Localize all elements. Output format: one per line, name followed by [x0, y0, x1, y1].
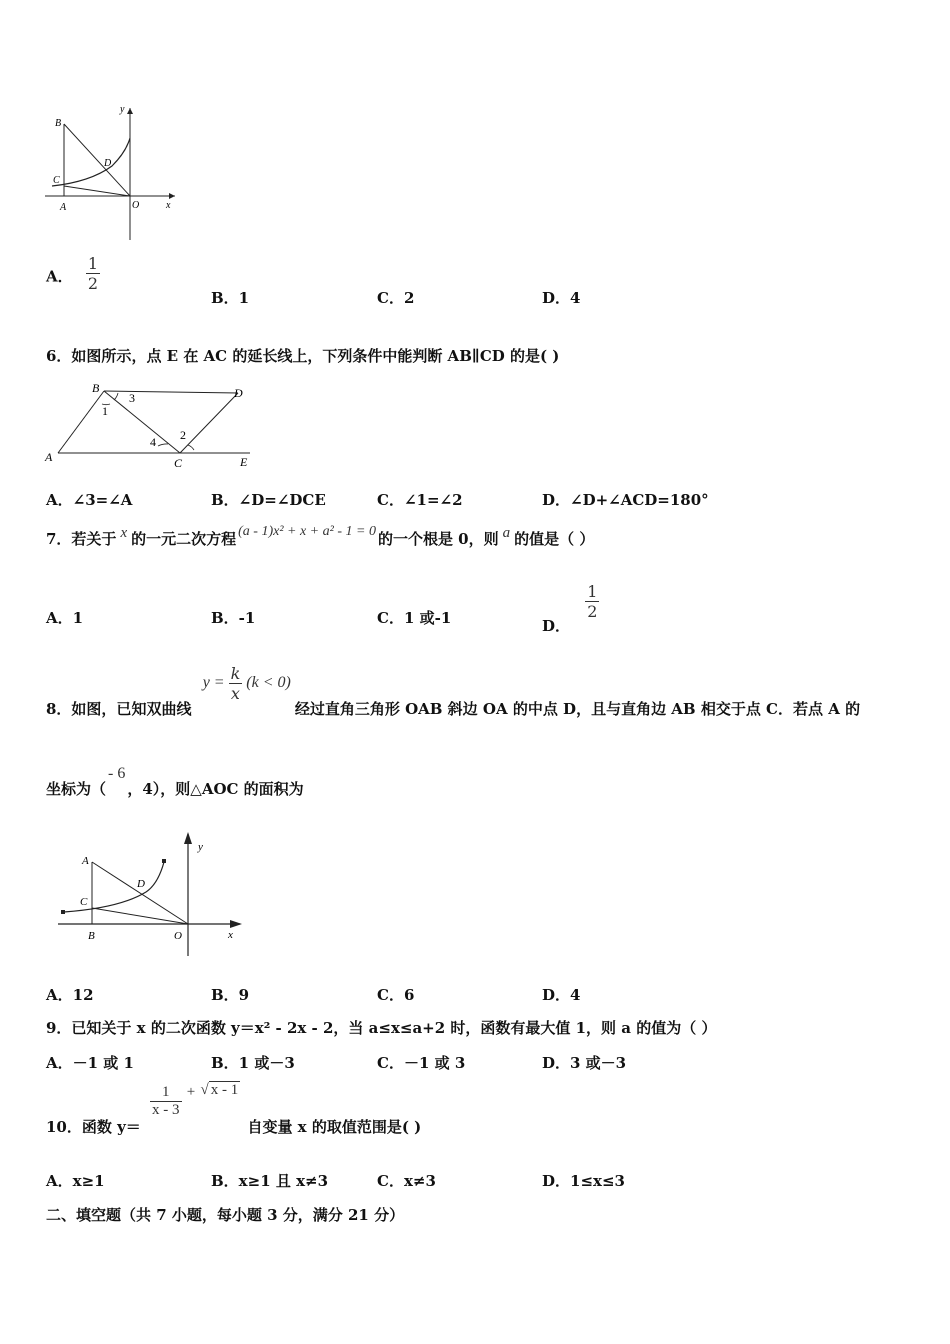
q9-option-a[interactable]: A．－1 或 1 [46, 1054, 134, 1072]
q8-option-c[interactable]: C．6 [377, 986, 415, 1004]
q6-option-a[interactable]: A．∠3=∠A [46, 491, 133, 509]
q10-option-d[interactable]: D．1≤x≤3 [542, 1172, 625, 1190]
q6-option-b[interactable]: B．∠D=∠DCE [211, 491, 326, 509]
q10-frac-numerator: 1 [162, 1084, 170, 1100]
q10-option-c[interactable]: C．x≠3 [377, 1172, 436, 1190]
q5-option-a-denominator: 2 [87, 274, 99, 293]
q5-label-o: O [132, 200, 140, 211]
q5-label-d: D [104, 158, 112, 169]
q5-option-a[interactable]: A． $\frac{1}{2}$ [46, 254, 99, 293]
q6-label-c: C [174, 456, 183, 470]
q7-var-a: a [502, 525, 511, 541]
q6-angle-3: 3 [129, 391, 135, 405]
q8-label-y: y [198, 841, 203, 853]
q5-option-b[interactable]: B．1 [211, 289, 250, 307]
q5-label-a: A [60, 202, 67, 213]
q7-option-d-denominator: 2 [587, 602, 598, 621]
q5-option-c[interactable]: C．2 [377, 289, 415, 307]
q8-label-c: C [80, 896, 88, 908]
q9-option-c[interactable]: C．－1 或 3 [377, 1054, 466, 1072]
q8-figure [50, 828, 250, 958]
q5-label-b: B [55, 118, 62, 129]
q5-option-a-numerator: 1 [87, 254, 99, 273]
q6-figure [40, 378, 265, 473]
q10-frac-denominator: x - 3 [152, 1102, 180, 1118]
q7-option-a[interactable]: A．1 [46, 609, 84, 627]
q8-equation: y = $\frac{k}{x}$ (k < 0) [202, 664, 291, 703]
q8-label-d: D [137, 878, 145, 890]
q6-angle-4: 4 [150, 435, 156, 449]
q8-label-a: A [82, 855, 89, 867]
q7-option-d-numerator: 1 [587, 582, 598, 601]
q7-stem: 7．若关于 x 的一元二次方程 (a - 1)x² + x + a² - 1 = 0 的一个根是 0，则 a 的值是（ ） [46, 524, 595, 548]
q8-option-b[interactable]: B．9 [211, 986, 250, 1004]
q8-stem-line2: 坐标为（- 6，4），则△AOC 的面积为 [46, 765, 304, 798]
q6-angle-1: 1 [102, 404, 108, 418]
q10-option-a[interactable]: A．x≥1 [46, 1172, 105, 1190]
q6-label-b: B [92, 381, 100, 395]
q10-sqrt: √ x - 1 [200, 1081, 239, 1098]
q10-option-b[interactable]: B．x≥1 且 x≠3 [211, 1172, 329, 1190]
q6-option-d[interactable]: D．∠D+∠ACD=180° [542, 491, 709, 509]
q5-label-x: x [166, 200, 171, 211]
q8-neg-six: - 6 [108, 765, 126, 782]
q7-option-b[interactable]: B．-1 [211, 609, 256, 627]
q5-label-c: C [53, 175, 60, 186]
q9-option-d[interactable]: D．3 或－3 [542, 1054, 627, 1072]
q8-label-x: x [228, 929, 233, 941]
q6-label-d: D [234, 386, 243, 400]
section-2-heading: 二、填空题（共 7 小题，每小题 3 分，满分 21 分） [46, 1206, 405, 1224]
q10-stem: 10．函数 y＝ $\frac{1}{x - 3}$ + √ x - 1 自变量 x 的取值范围是( ) [46, 1081, 422, 1136]
q8-label-o: O [174, 930, 182, 942]
q6-label-e: E [240, 455, 248, 469]
q5-figure [40, 100, 185, 245]
q5-label-y: y [120, 104, 125, 115]
q7-option-d[interactable]: D． $\frac{1}{2}$ [542, 582, 598, 635]
q7-option-c[interactable]: C．1 或-1 [377, 609, 452, 627]
q7-var-x: x [120, 525, 128, 541]
q5-option-d[interactable]: D．4 [542, 289, 581, 307]
q6-option-c[interactable]: C．∠1=∠2 [377, 491, 463, 509]
q9-stem: 9．已知关于 x 的二次函数 y＝x² - 2x - 2，当 a≤x≤a+2 时，函数有最大值 1，则 a 的值为（ ） [46, 1019, 717, 1037]
q8-option-a[interactable]: A．12 [46, 986, 94, 1004]
q7-equation: (a - 1)x² + x + a² - 1 = 0 [238, 524, 376, 539]
q6-label-a: A [45, 450, 53, 464]
q8-option-d[interactable]: D．4 [542, 986, 581, 1004]
q8-stem-line1: 8．如图，已知双曲线 y = $\frac{k}{x}$ (k < 0) 经过直角三角形 OAB 斜边 OA 的中点 D，且与直角边 AB 相交于点 C．若点 A 的 [46, 664, 861, 719]
q8-label-b: B [88, 930, 95, 942]
q6-stem: 6．如图所示，点 E 在 AC 的延长线上，下列条件中能判断 AB∥CD 的是( ) [46, 347, 560, 365]
q9-option-b[interactable]: B．1 或－3 [211, 1054, 295, 1072]
q6-angle-2: 2 [180, 428, 186, 442]
